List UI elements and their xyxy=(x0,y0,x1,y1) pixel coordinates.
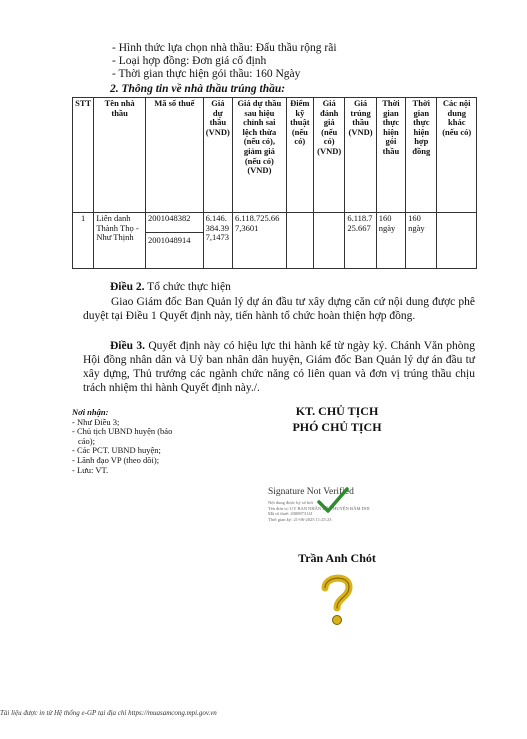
col-package-time: Thời gian thực hiện gói thầu xyxy=(376,98,405,213)
recipients-heading: Nơi nhận: xyxy=(72,407,109,417)
col-other: Các nội dung khác (nếu có) xyxy=(437,98,477,213)
signature-detail: Thời gian ký: 21-06-2025 11:25:23 xyxy=(268,516,332,522)
signatory-title-line-1: KT. CHỦ TỊCH xyxy=(295,404,379,418)
cell-adjusted-price: 6.118.725.667,3601 xyxy=(233,213,287,269)
signature-detail: Tên đơn vị: UV BAN NHÂN DÂN HUYỆN ĐẦM DƠI xyxy=(268,505,370,511)
col-tech-score: Điểm kỹ thuật (nếu có) xyxy=(286,98,313,213)
check-icon xyxy=(316,484,350,518)
table-header-row xyxy=(73,98,477,213)
cell-winning-price: 6.118.725.667 xyxy=(345,213,376,269)
signatory-title-line-2: PHÓ CHỦ TỊCH xyxy=(292,420,382,434)
article-2-heading xyxy=(110,281,231,293)
col-contract-time: Thời gian thực hiện hợp đồng xyxy=(406,98,437,213)
col-winning-price: Giá trúng thầu (VND) xyxy=(345,98,376,213)
cell-stt: 1 xyxy=(73,213,94,269)
signature-status: Signature Not Verified xyxy=(268,487,354,497)
col-tax-code: Mã số thuế xyxy=(145,98,203,213)
signer-name: Trần Anh Chót xyxy=(298,551,376,565)
recipient-item: cáo); xyxy=(78,435,95,446)
signature-detail: Mã số thuế: 2000873141 xyxy=(268,511,313,516)
article-2-title: Tổ chức thực hiện xyxy=(144,281,231,293)
article-2-body: Giao Giám đốc Ban Quản lý dự án đầu tư xây dựng căn cứ nội dung được phê duyệt tại Điều 1 Quyết định này, tiến hành tổ chức hoàn thiện hợp đồng. xyxy=(83,296,475,322)
col-bidder-name: Tên nhà thầu xyxy=(94,98,146,213)
cell-package-time: 160 ngày xyxy=(376,213,405,269)
tax-code-1: 2001048382 xyxy=(147,213,191,223)
recipient-item: - Chủ tịch UBND huyện (báo xyxy=(72,426,173,437)
cell-bid-price: 6.146.384.397,1473 xyxy=(203,213,232,269)
article-3-body: Quyết định này có hiệu lực thi hành kể từ ngày ký. Chánh Văn phòng Hội đồng nhân dân và Uỷ ban nhân dân huyện, Giám đốc Ban Quản lý dự án đầu tư xây dựng, Thủ trưởng các ngành chức năng có liên quan và đơn vị trúng thầu chịu trách nhiệm thi hành Quyết định này./. xyxy=(83,340,476,394)
digital-signature-block xyxy=(268,487,388,522)
col-adjusted-price: Giá dự thầu sau hiệu chỉnh sai lệch thừa (nếu có), giảm giá (nếu có) (VND) xyxy=(233,98,287,213)
recipients xyxy=(72,408,172,475)
recipient-item: - Như Điều 3; xyxy=(72,416,120,427)
recipient-item: - Lãnh đạo VP (theo dõi); xyxy=(72,454,160,465)
cell-eval-price xyxy=(314,213,345,269)
contract-type: - Loại hợp đồng: Đơn giá cố định xyxy=(112,55,267,67)
recipient-item: - Các PCT. UBND huyện; xyxy=(72,445,161,456)
signature-detail: Nội dung được ký số bởi xyxy=(268,500,313,505)
cell-bidder-name: Liên danh Thành Thọ - Như Thịnh xyxy=(94,213,146,269)
col-bid-price: Giá dự thầu (VND) xyxy=(203,98,232,213)
cell-tech-score xyxy=(286,213,313,269)
cell-other xyxy=(437,213,477,269)
article-3-label: Điều 3. xyxy=(110,340,145,352)
footer-note: Tài liệu được in từ Hệ thống e-GP tại địa chỉ https://muasamcong.mpi.gov.vn xyxy=(0,709,217,717)
article-2-label: Điều 2. xyxy=(110,281,145,293)
article-3 xyxy=(83,339,475,395)
bid-method: - Hình thức lựa chọn nhà thầu: Đấu thầu rộng rãi xyxy=(112,42,337,54)
tax-code-2: 2001048914 xyxy=(146,232,203,246)
cell-tax-codes xyxy=(145,213,203,269)
bid-info-list xyxy=(112,42,337,81)
package-duration: - Thời gian thực hiện gói thầu: 160 Ngày xyxy=(112,68,301,80)
cell-contract-time: 160 ngày xyxy=(406,213,437,269)
question-mark-icon xyxy=(316,570,358,630)
table-row xyxy=(73,213,477,269)
col-eval-price: Giá đánh giá (nếu có) (VND) xyxy=(314,98,345,213)
winning-bidder-table xyxy=(72,97,477,269)
section-2-title: 2. Thông tin về nhà thầu trúng thầu: xyxy=(110,83,286,95)
recipient-item: - Lưu: VT. xyxy=(72,464,109,475)
signatory-title xyxy=(262,403,412,435)
col-stt: STT xyxy=(73,98,94,213)
